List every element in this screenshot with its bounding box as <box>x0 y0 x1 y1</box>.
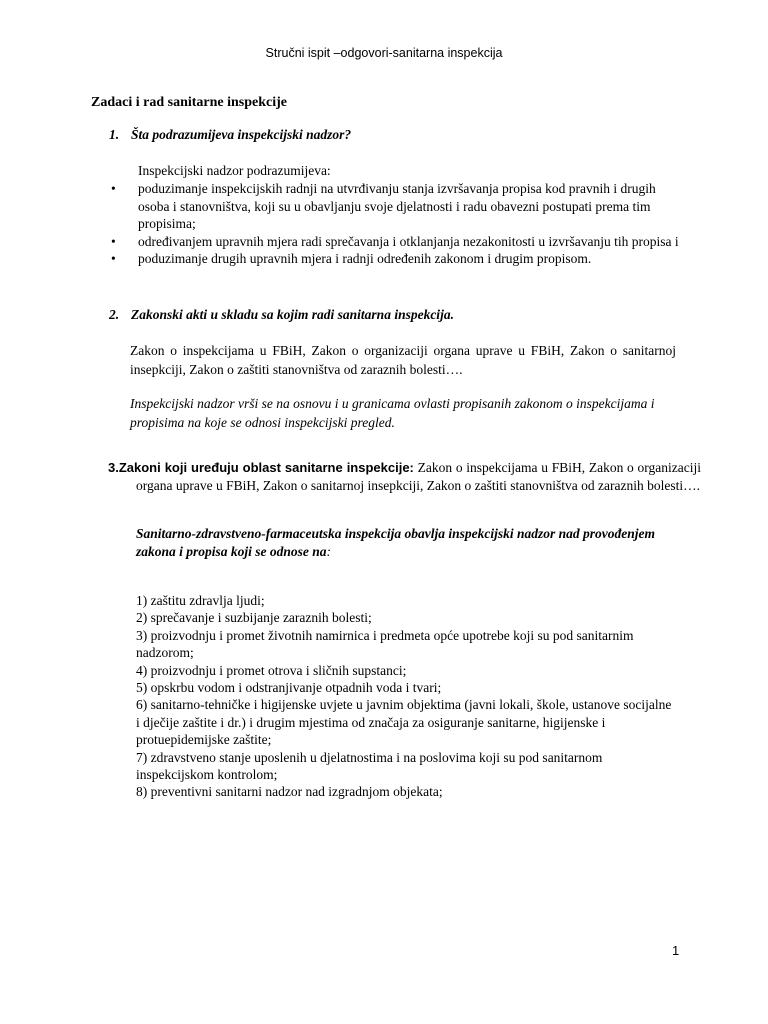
page-number: 1 <box>672 943 680 958</box>
list-item: 8) preventivni sanitarni nadzor nad izgradnjom objekata; <box>136 784 443 800</box>
sanitary-inspection-text: Sanitarno-zdravstveno-farmaceutska inspekcija obavlja inspekcijski nadzor nad provođenjem zakona i propisa koji se odnose na <box>136 526 656 559</box>
question-1-number: 1. <box>109 127 120 142</box>
list-item: 5) opskrbu vodom i odstranjivanje otpadnih voda i tvari; <box>136 680 442 696</box>
list-item: 6) sanitarno-tehničke i higijenske uvjete u javnim objektima (javni lokali, škole, ustanove socijalne i dječije zaštite i dr.) i drugim mjestima od značaja za osiguranje sanitarne, higijenske i protuepidemijske zaštite; <box>136 697 672 748</box>
inspection-areas-list <box>136 592 676 801</box>
section-title: Zadaci i rad sanitarne inspekcije <box>91 95 288 110</box>
question-3-text: Zakon o inspekcijama u FBiH, Zakon o organizaciji organa uprave u FBiH, Zakon o sanitarnoj insepkciji, Zakon o zaštiti stanovništva od zaraznih bolesti…. <box>136 460 701 493</box>
question-2-laws: Zakon o inspekcijama u FBiH, Zakon o organizaciji organa uprave u FBiH, Zakon o sanitarnoj insepkciji, Zakon o zaštiti stanovništva od zaraznih bolesti…. <box>130 343 676 377</box>
question-1-title: Šta podrazumijeva inspekcijski nadzor? <box>131 127 352 142</box>
list-item: 3) proizvodnju i promet životnih namirnica i predmeta opće upotrebe koji su pod sanitarnim nadzorom; <box>136 627 634 661</box>
list-item: 2) sprečavanje i suzbijanje zaraznih bolesti; <box>136 610 372 626</box>
page-header: Stručni ispit –odgovori-sanitarna inspekcija <box>265 46 503 60</box>
sanitary-inspection-statement <box>136 525 676 561</box>
question-2-title: Zakonski akti u skladu sa kojim radi sanitarna inspekcija. <box>131 307 454 322</box>
question-2-number: 2. <box>109 307 120 322</box>
question-3-title: 3.Zakoni koji uređuju oblast sanitarne inspekcije: <box>108 460 414 475</box>
question-2-heading <box>109 307 454 323</box>
list-item: 7) zdravstveno stanje uposlenih u djelatnostima i na poslovima koji su pod sanitarnom inspekcijskom kontrolom; <box>136 749 603 783</box>
list-item: 1) zaštitu zdravlja ljudi; <box>136 593 265 608</box>
list-item: 4) proizvodnju i promet otrova i sličnih supstanci; <box>136 662 407 678</box>
bullet-item: • određivanjem upravnih mjera radi sprečavanja i otklanjanja nezakonitosti u izvršavanju tih propisa i <box>111 233 681 251</box>
bullet-item: • poduzimanje inspekcijskih radnji na utvrđivanju stanja izvršavanja propisa kod pravnih i drugih osoba i stanovništva, koji su u obavljanju svoje djelatnosti i radu obavezni postupati prema tim propisima; <box>111 180 681 233</box>
sanitary-inspection-colon: : <box>326 544 332 559</box>
bullet-item: • poduzimanje drugih upravnih mjera i radnji određenih zakonom i drugim propisom. <box>111 250 681 268</box>
question-1-intro: Inspekcijski nadzor podrazumijeva: <box>138 163 331 178</box>
question-3-paragraph <box>108 459 701 495</box>
question-2-note: Inspekcijski nadzor vrši se na osnovu i u granicama ovlasti propisanih zakonom o inspekcijama i propisima na koje se odnosi inspekcijski pregled. <box>130 396 655 430</box>
question-1-heading <box>109 127 351 143</box>
question-1-bullet-list <box>111 180 681 268</box>
